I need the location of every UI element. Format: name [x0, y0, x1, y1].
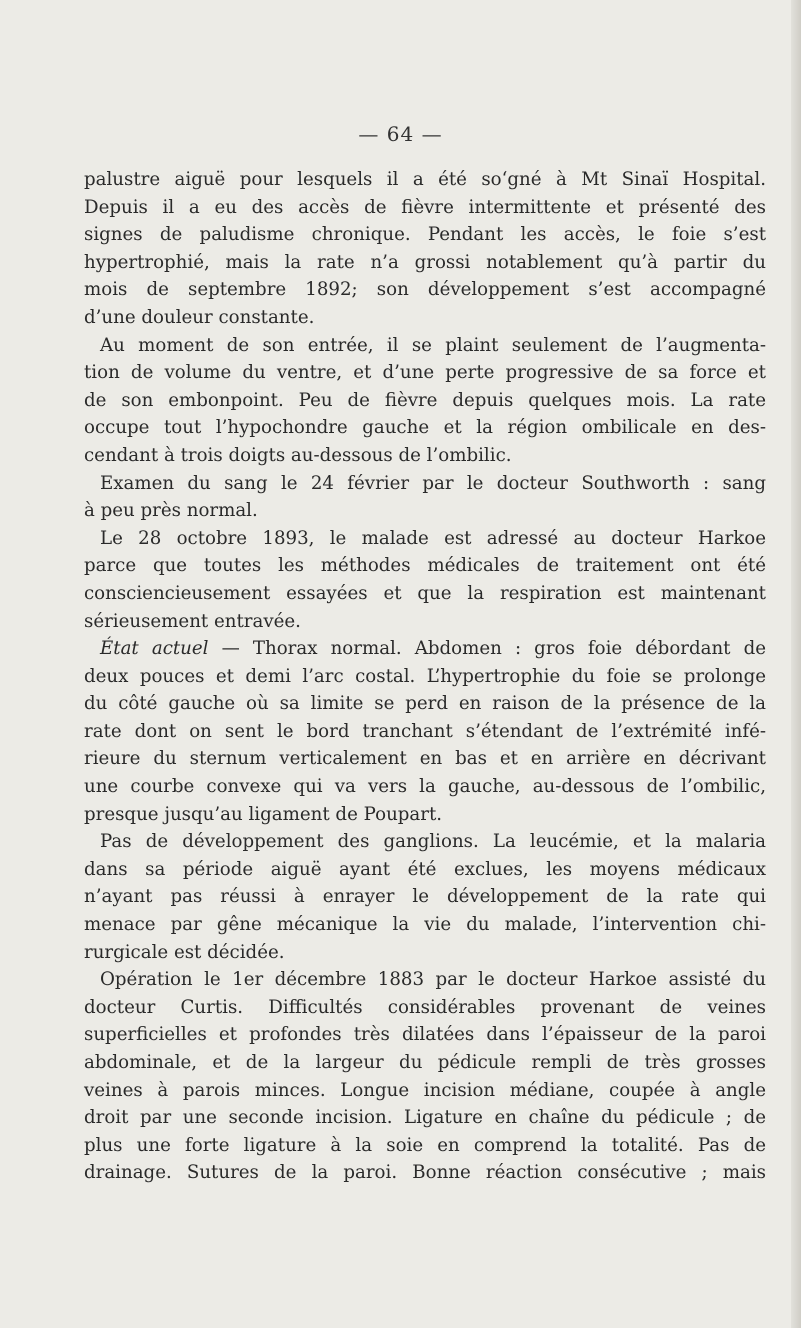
text-line: du côté gauche où sa limite se perd en raison de la présence de la: [84, 693, 766, 715]
text-line: cendant à trois doigts au-dessous de l’ombilic.: [84, 444, 512, 466]
text-line: Le 28 octobre 1893, le malade est adressé au docteur Harkoe: [100, 527, 766, 549]
text-line: de son embonpoint. Peu de fièvre depuis quelques mois. La rate: [84, 389, 766, 411]
text-line: docteur Curtis. Difficultés considérables provenant de veines: [84, 996, 766, 1018]
page-edge: [791, 0, 801, 1328]
text-line: droit par une seconde incision. Ligature en chaîne du pédicule ; de: [84, 1107, 766, 1129]
body-text: [84, 166, 766, 1187]
text-line-etat-actuel: [84, 635, 766, 663]
text-line: drainage. Sutures de la paroi. Bonne réaction consécutive ; mais: [84, 1162, 766, 1184]
text-line: deux pouces et demi l’arc costal. L’hypertrophie du foie se prolonge: [84, 665, 766, 687]
text-line: hypertrophié, mais la rate n’a grossi notablement qu’à partir du: [84, 251, 766, 273]
text-line: tion de volume du ventre, et d’une perte progressive de sa force et: [84, 362, 766, 384]
text-line: signes de paludisme chronique. Pendant les accès, le foie s’est: [84, 224, 766, 246]
italic-lead: État actuel: [100, 638, 209, 660]
text-line: Au moment de son entrée, il se plaint seulement de l’augmenta-: [100, 334, 766, 356]
text-line: occupe tout l’hypochondre gauche et la région ombilicale en des-: [84, 417, 766, 439]
text-line: Examen du sang le 24 février par le docteur Southworth : sang: [100, 472, 766, 494]
text-line: abdominale, et de la largeur du pédicule rempli de très grosses: [84, 1052, 766, 1073]
text-line: presque jusqu’au ligament de Poupart.: [84, 803, 443, 825]
text-line: consciencieusement essayées et que la respiration est maintenant: [84, 582, 766, 604]
text-line: palustre aiguë pour lesquels il a été so‘gné à Mt Sinaï Hospital.: [84, 169, 766, 190]
text-line: sérieusement entravée.: [84, 610, 301, 632]
text-line: plus une forte ligature à la soie en comprend la totalité. Pas de: [84, 1134, 766, 1156]
text-line: menace par gêne mécanique la vie du malade, l’intervention chi-: [84, 914, 766, 936]
page-number: — 64 —: [358, 122, 443, 146]
text-line: veines à parois minces. Longue incision médiane, coupée à angle: [84, 1079, 766, 1101]
text-line: mois de septembre 1892; son développement s’est accompagné: [84, 279, 766, 301]
text-line: Opération le 1er décembre 1883 par le docteur Harkoe assisté du: [100, 969, 766, 991]
text-line: Pas de développement des ganglions. La leucémie, et la malaria: [100, 831, 766, 853]
text-line-rest: — Thorax normal. Abdomen : gros foie débordant de: [221, 638, 766, 660]
text-line: parce que toutes les méthodes médicales de traitement ont été: [84, 555, 766, 577]
text-line: rurgicale est décidée.: [84, 941, 285, 963]
text-line: à peu près normal.: [84, 500, 258, 522]
text-line: Depuis il a eu des accès de fièvre intermittente et présenté des: [84, 196, 766, 218]
text-line: superficielles et profondes très dilatées dans l’épaisseur de la paroi: [84, 1024, 766, 1046]
text-line: rieure du sternum verticalement en bas et en arrière en décrivant: [84, 748, 766, 770]
text-line: d’une douleur constante.: [84, 306, 315, 328]
text-line: rate dont on sent le bord tranchant s’étendant de l’extrémité infé-: [84, 720, 766, 742]
text-line: une courbe convexe qui va vers la gauche, au-dessous de l’ombilic,: [84, 776, 766, 798]
text-line: n’ayant pas réussi à enrayer le développement de la rate qui: [84, 886, 766, 908]
text-line: dans sa période aiguë ayant été exclues, les moyens médicaux: [84, 858, 766, 880]
